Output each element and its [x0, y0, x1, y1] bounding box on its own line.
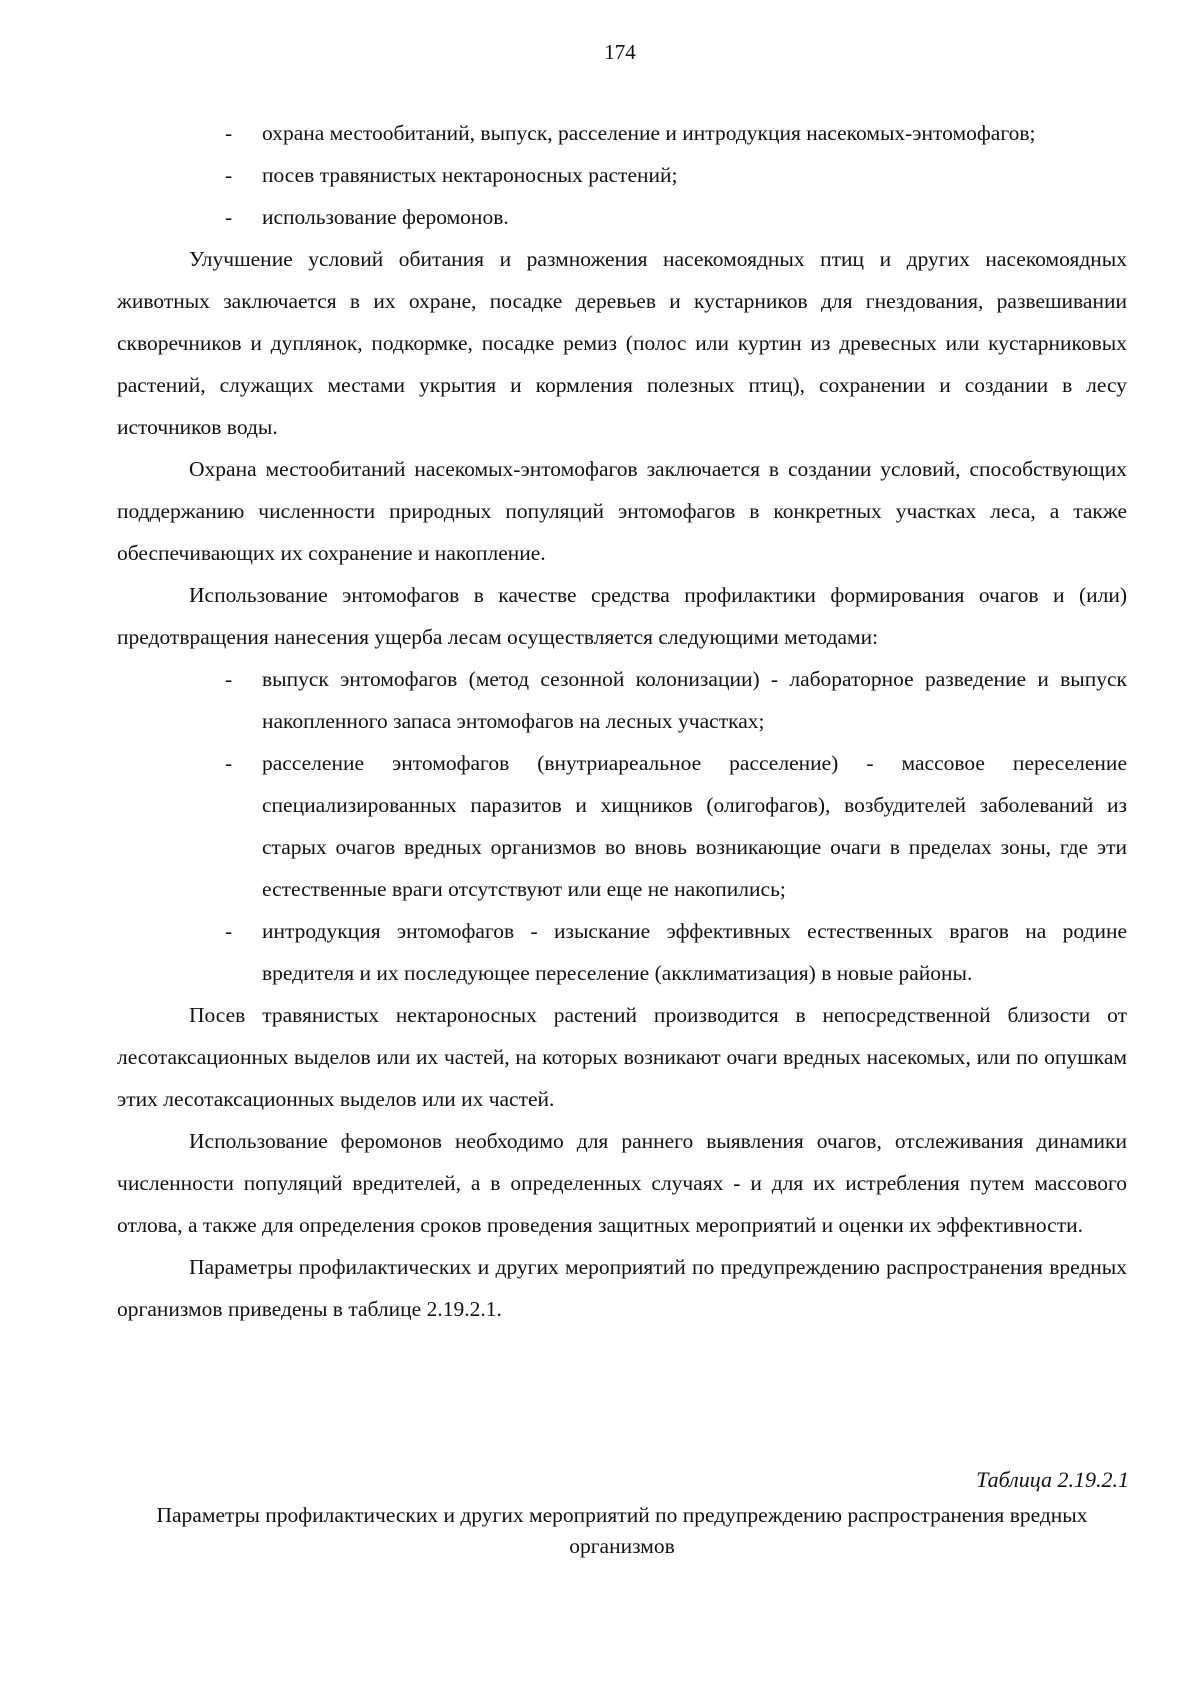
list-item-text: расселение энтомофагов (внутриареальное расселение) - массовое переселение специализированных паразитов и хищников (олигофагов), возбудителей заболеваний из старых очагов вредных организмов во вновь возникающие очаги в пределах зоны, где эти естественные враги отсутствуют или еще не накопились;: [262, 751, 1127, 901]
table-number: Таблица 2.19.2.1: [976, 1467, 1129, 1492]
list-item: [117, 658, 1127, 742]
bullet-list-methods: [117, 658, 1127, 994]
document-body: [117, 112, 1127, 1330]
list-item-text: использование феромонов.: [262, 205, 509, 229]
list-item-text: охрана местообитаний, выпуск, расселение и интродукция насекомых-энтомофагов;: [262, 121, 1036, 145]
paragraph: Использование энтомофагов в качестве средства профилактики формирования очагов и (или) предотвращения нанесения ущерба лесам осуществляется следующими методами:: [117, 583, 1127, 649]
list-item-text: интродукция энтомофагов - изыскание эффективных естественных врагов на родине вредителя и их последующее переселение (акклиматизация) в новые районы.: [262, 919, 1127, 985]
list-item: [117, 112, 1127, 154]
dash-marker: -: [225, 205, 233, 229]
list-item: [117, 742, 1127, 910]
dash-marker: -: [225, 667, 233, 691]
dash-marker: -: [225, 163, 233, 187]
paragraph: Использование феромонов необходимо для раннего выявления очагов, отслеживания динамики численности популяций вредителей, а в определенных случаях - и для их истребления путем массового отлова, а также для определения сроков проведения защитных мероприятий и оценки их эффективности.: [117, 1129, 1127, 1237]
dash-marker: -: [225, 751, 233, 775]
paragraph: Улучшение условий обитания и размножения насекомоядных птиц и других насекомоядных животных заключается в их охране, посадке деревьев и кустарников для гнездования, развешивании скворечников и дуплянок, подкормке, посадке ремиз (полос или куртин из древесных или кустарниковых растений, служащих местами укрытия и кормления полезных птиц), сохранении и создании в лесу источников воды.: [117, 247, 1127, 439]
dash-marker: -: [225, 919, 233, 943]
table-title: Параметры профилактических и других мероприятий по предупреждению распространения вредных организмов: [156, 1503, 1088, 1558]
list-item-text: выпуск энтомофагов (метод сезонной колонизации) - лабораторное разведение и выпуск накопленного запаса энтомофагов на лесных участках;: [262, 667, 1127, 733]
list-item-text: посев травянистых нектароносных растений;: [262, 163, 678, 187]
bullet-list-measures: [117, 112, 1127, 238]
dash-marker: -: [225, 121, 233, 145]
list-item: [117, 154, 1127, 196]
list-item: [117, 910, 1127, 994]
paragraph: Посев травянистых нектароносных растений производится в непосредственной близости от лесотаксационных выделов или их частей, на которых возникают очаги вредных насекомых, или по опушкам этих лесотаксационных выделов или их частей.: [117, 1003, 1127, 1111]
page-number: 174: [604, 40, 636, 64]
paragraph: Параметры профилактических и других мероприятий по предупреждению распространения вредных организмов приведены в таблице 2.19.2.1.: [117, 1255, 1127, 1321]
list-item: [117, 196, 1127, 238]
paragraph: Охрана местообитаний насекомых-энтомофагов заключается в создании условий, способствующих поддержанию численности природных популяций энтомофагов в конкретных участках леса, а также обеспечивающих их сохранение и накопление.: [117, 457, 1127, 565]
